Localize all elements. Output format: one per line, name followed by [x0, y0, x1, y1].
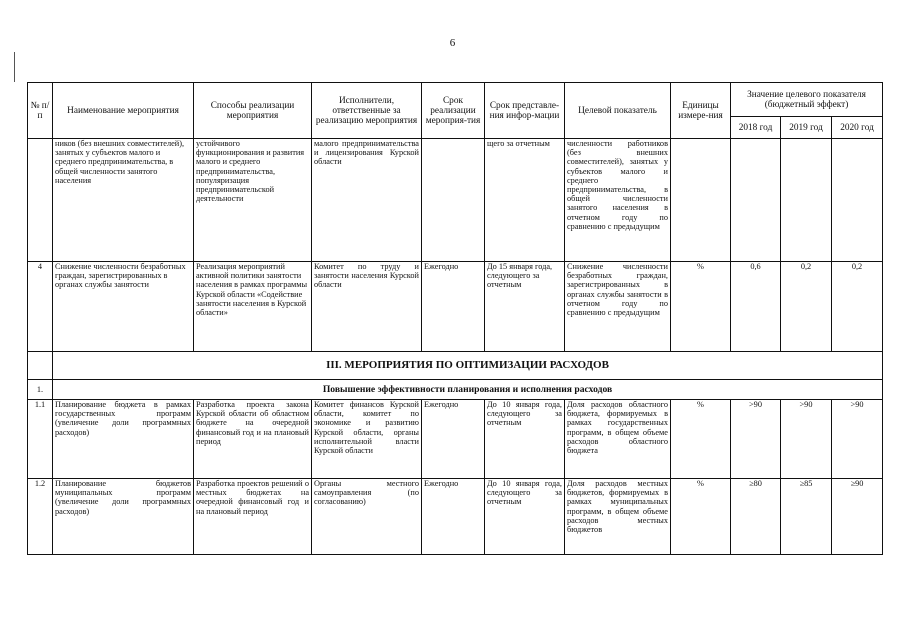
- subsection-row: [28, 380, 883, 400]
- cell-units: %: [671, 262, 731, 352]
- section-row: [28, 352, 883, 380]
- header-row: [28, 83, 883, 117]
- cell-term: Ежегодно: [422, 400, 485, 479]
- cell-name: Планирование бюджетов муниципальных программ (увеличение доли программных расходов): [53, 479, 194, 555]
- cell-term: [422, 139, 485, 262]
- cell-2018: >90: [731, 400, 781, 479]
- cell-indicator: Доля расходов местных бюджетов, формируемых в рамках муниципальных программ, в общем объеме расходов местных бюджетов: [565, 479, 671, 555]
- cell-name: Планирование бюджета в рамках государственных программ (увеличение доли программных расходов): [53, 400, 194, 479]
- cell-methods: устойчивого функционирования и развития малого и среднего предпринимательства, популяризация предпринимательской деятельности: [194, 139, 312, 262]
- cell-2019: ≥85: [781, 479, 832, 555]
- page-number: 6: [449, 37, 456, 49]
- cell-methods: Разработка проекта закона Курской области об областном бюджете на очередной финансовый год и на плановый период: [194, 400, 312, 479]
- cell-indicator: численности работников (без внешних совместителей), занятых у субъектов малого и среднего предпринимательства, в общей численности занятого населения в отчетном году по сравнению с предыдущим: [565, 139, 671, 262]
- table-row: [28, 400, 883, 479]
- header-report-term: Срок представле-ния инфор-мации: [485, 83, 565, 139]
- cell-report-term: До 10 января года, следующего за отчетным: [485, 479, 565, 555]
- cell-2018: ≥80: [731, 479, 781, 555]
- cell-executors: Комитет по труду и занятости населения Курской области: [312, 262, 422, 352]
- cell-2019: [781, 139, 832, 262]
- header-num: № п/п: [28, 83, 53, 139]
- table-row: [28, 262, 883, 352]
- header-2018: 2018 год: [731, 117, 781, 139]
- header-indicator: Целевой показатель: [565, 83, 671, 139]
- subsection-num: 1.: [28, 380, 53, 400]
- cell-2018: [731, 139, 781, 262]
- subsection-title: Повышение эффективности планирования и исполнения расходов: [53, 380, 883, 400]
- cell-term: Ежегодно: [422, 479, 485, 555]
- cell-indicator: Снижение численности безработных граждан, зарегистрированных в органах службы занятости в отчетном году по сравнению с предыдущим: [565, 262, 671, 352]
- cell-2019: 0,2: [781, 262, 832, 352]
- cell-2019: >90: [781, 400, 832, 479]
- cell-term: Ежегодно: [422, 262, 485, 352]
- header-2019: 2019 год: [781, 117, 832, 139]
- cell-2020: [832, 139, 883, 262]
- cell-num: [28, 139, 53, 262]
- cell-report-term: До 15 января года, следующего за отчетным: [485, 262, 565, 352]
- cell-num: 1.1: [28, 400, 53, 479]
- section-title: III. МЕРОПРИЯТИЯ ПО ОПТИМИЗАЦИИ РАСХОДОВ: [53, 352, 883, 380]
- cell-2020: >90: [832, 400, 883, 479]
- cell-2020: ≥90: [832, 479, 883, 555]
- cell-num: 4: [28, 262, 53, 352]
- cell-executors: Органы местного самоуправления (по согласованию): [312, 479, 422, 555]
- cell-indicator: Доля расходов областного бюджета, формируемых в рамках государственных программ, в общем объеме расходов областного бюджета: [565, 400, 671, 479]
- header-methods: Способы реализации мероприятия: [194, 83, 312, 139]
- table-row: [28, 139, 883, 262]
- cell-num: 1.2: [28, 479, 53, 555]
- header-executors: Исполнители, ответственные за реализацию мероприятия: [312, 83, 422, 139]
- measures-table: [27, 82, 883, 555]
- cell-name: ников (без внешних совместителей), занятых у субъектов малого и среднего предпринимательства, в общей численности занятого населения: [53, 139, 194, 262]
- cell-name: Снижение численности безработных граждан, зарегистрированных в органах службы занятости: [53, 262, 194, 352]
- cell-methods: Разработка проектов решений о местных бюджетах на очередной финансовый год и на плановый период: [194, 479, 312, 555]
- cell-2020: 0,2: [832, 262, 883, 352]
- table-row: [28, 479, 883, 555]
- cell-units: [671, 139, 731, 262]
- cell-2018: 0,6: [731, 262, 781, 352]
- header-term: Срок реализации мероприя-тия: [422, 83, 485, 139]
- cell-report-term: щего за отчетным: [485, 139, 565, 262]
- cell-executors: малого предпринимательства и лицензирования Курской области: [312, 139, 422, 262]
- cell-executors: Комитет финансов Курской области, комитет по экономике и развитию Курской области, органы исполнительной власти Курской области: [312, 400, 422, 479]
- cell-units: %: [671, 400, 731, 479]
- header-target-value: Значение целевого показателя (бюджетный эффект): [731, 83, 883, 117]
- header-2020: 2020 год: [832, 117, 883, 139]
- cell-report-term: До 10 января года, следующего за отчетным: [485, 400, 565, 479]
- header-units: Единицы измере-ния: [671, 83, 731, 139]
- cell-methods: Реализация мероприятий активной политики занятости населения в рамках программы Курской области «Содействие занятости населения в Курской области»: [194, 262, 312, 352]
- margin-line: [14, 52, 15, 82]
- cell-units: %: [671, 479, 731, 555]
- header-name: Наименование мероприятия: [53, 83, 194, 139]
